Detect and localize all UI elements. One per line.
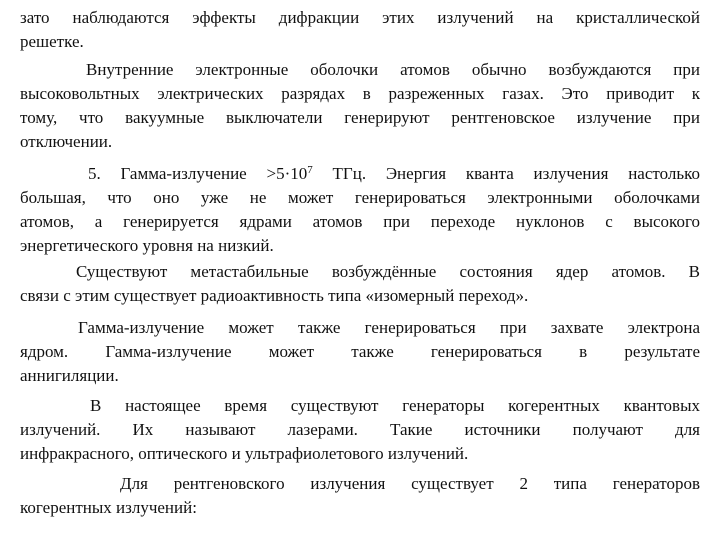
text-line-with-superscript [88,162,700,186]
text-line: отключении. [20,132,113,151]
text-line: В настоящее время существуют генераторы когерентных квантовых [90,396,700,415]
text-line: когерентных излучений: [20,498,197,517]
text-line: решетке. [20,32,84,51]
text-line: Для рентгеновского излучения существует 2 типа генераторов [120,474,700,493]
text-line: тому, что вакуумные выключатели генерируют рентгеновское излучение при [20,108,700,127]
text-line: большая, что оно уже не может генерироваться электронными оболочками [20,188,700,207]
text-line: аннигиляции. [20,366,119,385]
text-segment: ТГц. Энергия кванта излучения настолько [312,164,700,183]
text-line: высоковольтных электрических разрядах в разреженных газах. Это приводит к [20,84,700,103]
text-line: инфракрасного, оптического и ультрафиолетового излучений. [20,444,469,463]
text-line: зато наблюдаются эффекты дифракции этих излучений на кристаллической [20,8,700,27]
superscript-exponent: 7 [307,164,313,176]
text-line: энергетического уровня на низкий. [20,236,274,255]
text-line: Существуют метастабильные возбуждённые состояния ядер атомов. В [76,262,700,281]
text-line: Гамма-излучение может также генерироваться при захвате электрона [78,318,700,337]
text-line: атомов, а генерируется ядрами атомов при переходе нуклонов с высокого [20,212,700,231]
text-line: связи с этим существует радиоактивность типа «изомерный переход». [20,286,529,305]
text-segment: 5. Гамма-излучение >5·10 [88,164,308,183]
text-line: излучений. Их называют лазерами. Такие источники получают для [20,420,700,439]
text-line: Внутренние электронные оболочки атомов обычно возбуждаются при [86,60,700,79]
text-line: ядром. Гамма-излучение может также генерироваться в результате [20,342,700,361]
